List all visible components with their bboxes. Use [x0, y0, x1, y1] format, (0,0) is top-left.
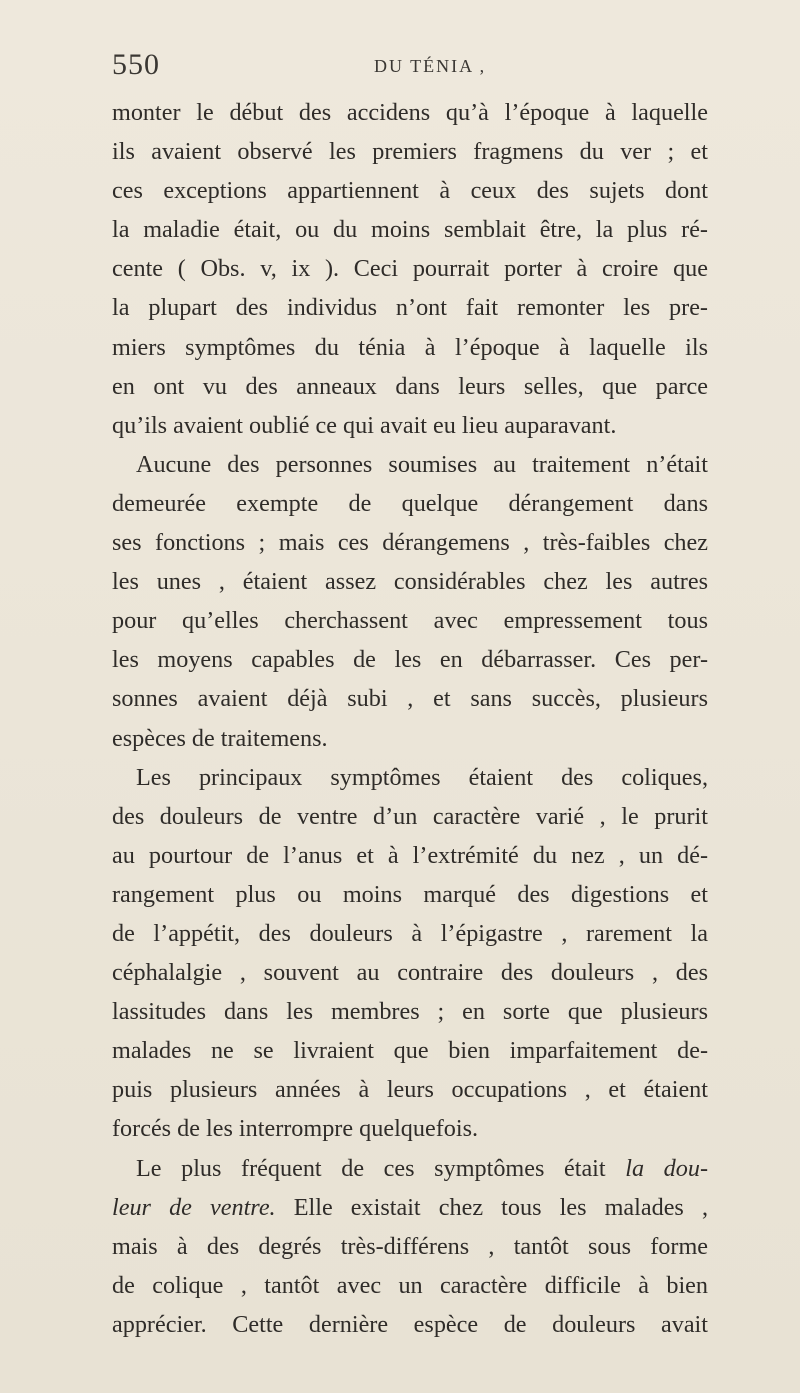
text-line: Les principaux symptômes étaient des coliques,: [136, 763, 708, 791]
text-line: lassitudes dans les membres ; en sorte que plusieurs: [112, 998, 708, 1026]
emphasis-text: la dou-: [625, 1154, 708, 1182]
text-line: forcés de les interrompre quelquefois.: [112, 1115, 479, 1143]
text-line: des douleurs de ventre d’un caractère varié , le prurit: [112, 802, 708, 830]
text-line: cente ( Obs. v, ix ). Ceci pourrait porter à croire que: [112, 255, 708, 283]
text-line: sonnes avaient déjà subi , et sans succès, plusieurs: [112, 685, 708, 713]
text-line: les unes , étaient assez considérables chez les autres: [112, 568, 708, 596]
text-line: monter le début des accidens qu’à l’époque à laquelle: [112, 99, 708, 126]
paragraph-3: [112, 758, 708, 1149]
text-line: espèces de traitemens.: [112, 724, 328, 752]
text-line: mais à des degrés très-différens , tantôt sous forme: [112, 1232, 708, 1260]
running-head: DU TÉNIA ,: [374, 56, 487, 76]
text-line: Aucune des personnes soumises au traitement n’était: [136, 450, 708, 478]
text-segment: Elle existait chez tous les malades ,: [275, 1193, 709, 1221]
text-segment: Le plus fréquent de ces symptômes était: [136, 1154, 626, 1182]
paragraph-2: [112, 445, 708, 758]
paragraph-1: [112, 93, 708, 445]
text-line: au pourtour de l’anus et à l’extrémité du nez , un dé-: [112, 841, 708, 869]
text-line: ses fonctions ; mais ces dérangemens , très-faibles chez: [112, 529, 708, 557]
text-line: qu’ils avaient oublié ce qui avait eu lieu auparavant.: [112, 411, 617, 439]
text-line: la plupart des individus n’ont fait remonter les pre-: [112, 294, 708, 322]
text-line: [112, 1149, 708, 1188]
text-line: apprécier. Cette dernière espèce de douleurs avait: [112, 1310, 708, 1338]
text-line: de colique , tantôt avec un caractère difficile à bien: [112, 1271, 708, 1299]
text-line: en ont vu des anneaux dans leurs selles, que parce: [112, 372, 708, 400]
page-header: [112, 44, 712, 88]
text-line: céphalalgie , souvent au contraire des douleurs , des: [112, 959, 708, 987]
text-line: puis plusieurs années à leurs occupations , et étaient: [112, 1076, 708, 1104]
text-line: les moyens capables de les en débarrasser. Ces per-: [112, 646, 708, 674]
paragraph-4: [112, 1149, 708, 1344]
text-line: de l’appétit, des douleurs à l’épigastre , rarement la: [112, 919, 708, 947]
text-line: pour qu’elles cherchassent avec empressement tous: [112, 607, 708, 635]
text-line: miers symptômes du ténia à l’époque à laquelle ils: [112, 333, 708, 361]
page-number: 550: [112, 48, 160, 81]
emphasis-text: leur de ventre.: [112, 1193, 276, 1221]
text-line: malades ne se livraient que bien imparfaitement de-: [112, 1037, 708, 1065]
text-line: ces exceptions appartiennent à ceux des sujets dont: [112, 177, 708, 205]
text-line: [112, 1188, 708, 1227]
text-line: rangement plus ou moins marqué des digestions et: [112, 880, 708, 908]
text-line: la maladie était, ou du moins semblait être, la plus ré-: [112, 216, 708, 244]
text-line: demeurée exempte de quelque dérangement dans: [112, 489, 708, 517]
text-line: ils avaient observé les premiers fragmens du ver ; et: [112, 138, 708, 166]
body-text: [112, 93, 708, 1344]
